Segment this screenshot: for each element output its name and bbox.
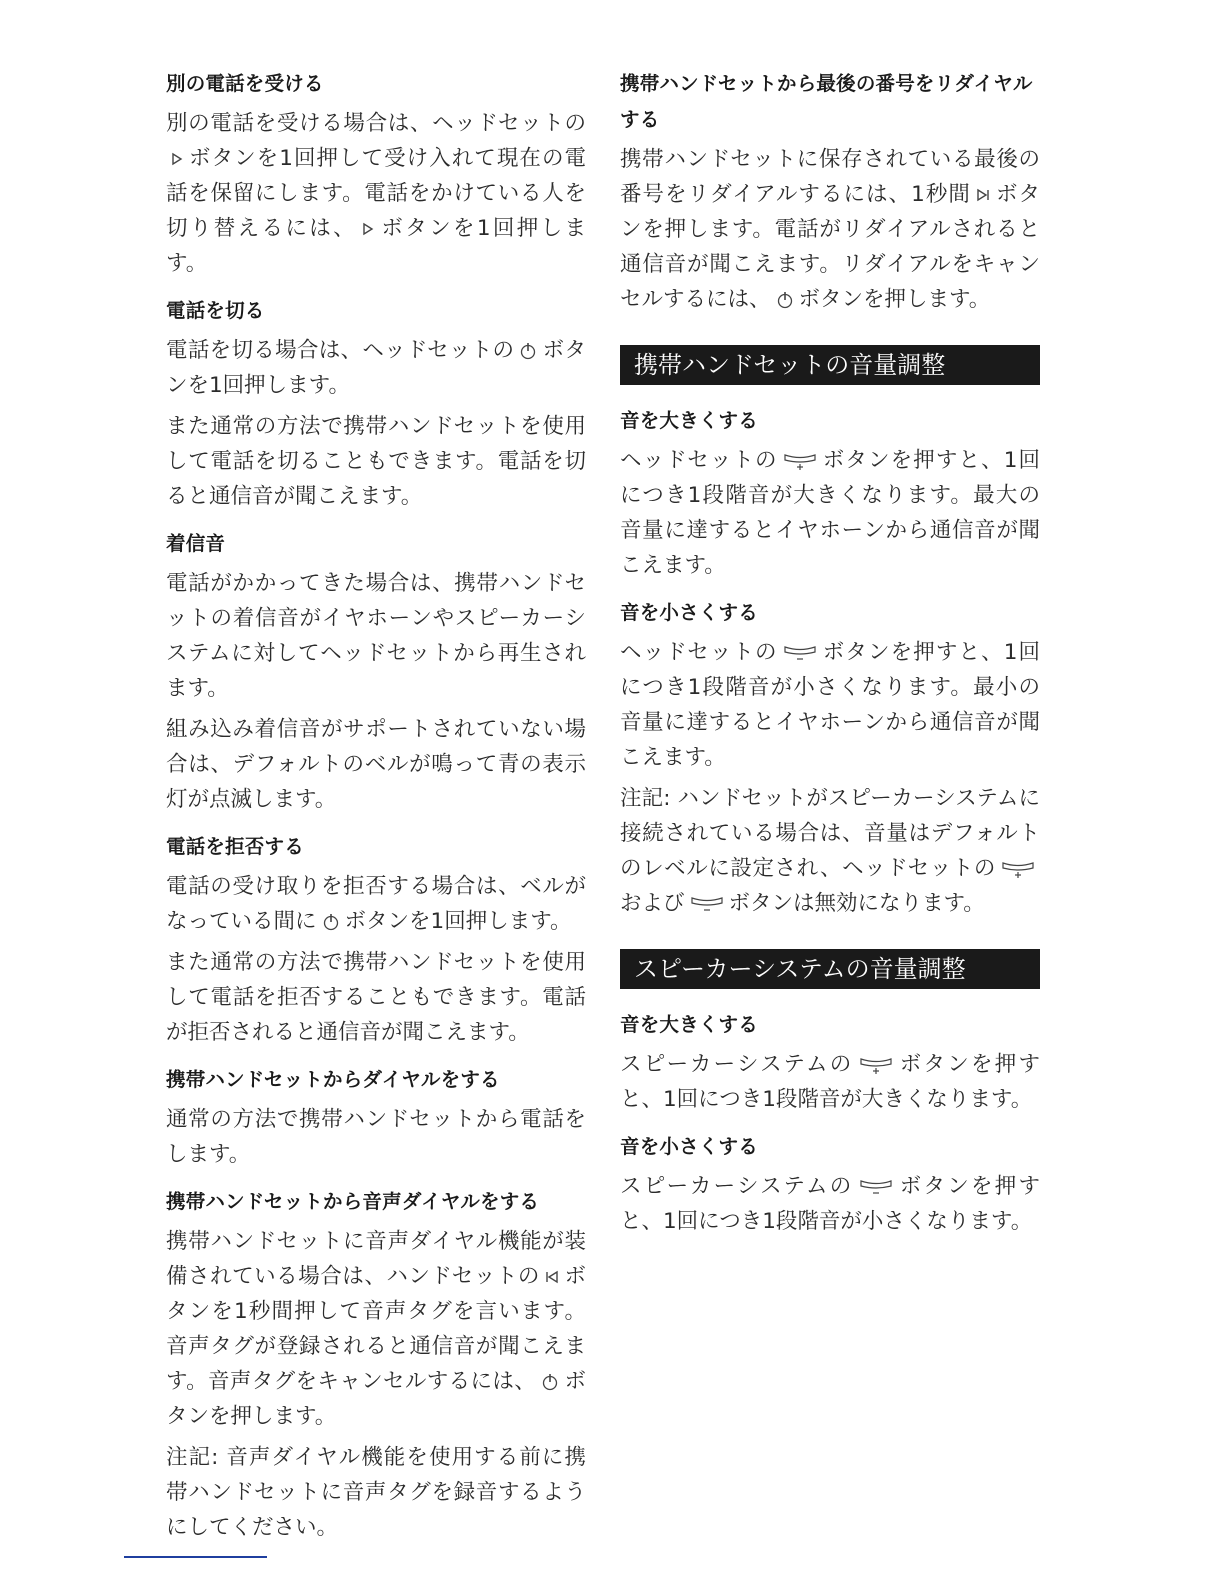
section-heading: 別の電話を受ける (166, 72, 324, 95)
section-dial-from-handset (166, 1062, 586, 1172)
section-heading: 着信音 (166, 532, 226, 555)
section-ringtone (166, 526, 586, 817)
section-heading: 音を大きくする (620, 409, 758, 432)
section-heading: 音を大きくする (620, 1013, 758, 1036)
previous-track-icon (545, 1270, 559, 1284)
power-icon (519, 341, 537, 361)
body-text: 組み込み着信音がサポートされていない場合は、デフォルトのベルが鳴って青の表示灯が点滅します。 (166, 717, 586, 812)
footer-rule (124, 1556, 267, 1558)
power-icon (322, 912, 340, 932)
body-text: 電話がかかってきた場合は、携帯ハンドセットの着信音がイヤホーンやスピーカーシステムに対してヘッドセットから再生されます。 (166, 571, 586, 701)
section-band-handset-volume: 携帯ハンドセットの音量調整 (620, 345, 1040, 385)
body-text: スピーカーシステムの ボタンを押すと、1回につき1段階音が小さくなります。 (620, 1174, 1040, 1234)
volume-down-icon (783, 643, 817, 663)
volume-up-icon (1001, 859, 1035, 879)
section-answer-another-call (166, 66, 586, 281)
body-text: 携帯ハンドセットに保存されている最後の番号をリダイアルするには、1秒間 ボタンを押します。電話がリダイアルされると通信音が聞こえます。リダイアルをキャンセルするには、 ボタンを押します。 (620, 147, 1040, 312)
section-heading: 電話を拒否する (166, 835, 304, 858)
body-text: ヘッドセットの ボタンを押すと、1回につき1段階音が大きくなります。最大の音量に達するとイヤホーンから通信音が聞こえます。 (620, 448, 1041, 578)
section-heading: 音を小さくする (620, 601, 758, 624)
section-heading: 音を小さくする (620, 1135, 758, 1158)
section-speaker-volume-down (620, 1129, 1040, 1239)
section-end-call (166, 293, 586, 514)
section-heading: 携帯ハンドセットから最後の番号をリダイヤルする (620, 72, 1033, 131)
section-volume-up (620, 403, 1040, 583)
left-column (166, 66, 586, 1557)
section-speaker-volume-up (620, 1007, 1040, 1117)
body-text: また通常の方法で携帯ハンドセットを使用して電話を拒否することもできます。電話が拒否されると通信音が聞こえます。 (166, 950, 586, 1045)
volume-down-icon (859, 1177, 893, 1197)
body-text: 別の電話を受ける場合は、ヘッドセットの ボタンを1回押して受け入れて現在の電話を保留にします。電話をかけている人を切り替えるには、 ボタンを1回押します。 (166, 111, 586, 276)
section-heading: 電話を切る (166, 299, 265, 322)
section-redial (620, 66, 1040, 317)
body-text: 電話の受け取りを拒否する場合は、ベルがなっている間に ボタンを1回押します。 (166, 874, 586, 934)
right-column (620, 66, 1040, 1251)
section-band-speaker-volume: スピーカーシステムの音量調整 (620, 949, 1040, 989)
body-text: 通常の方法で携帯ハンドセットから電話をします。 (166, 1107, 586, 1167)
volume-up-icon (783, 451, 817, 471)
section-voice-dial (166, 1184, 586, 1545)
section-reject-call (166, 829, 586, 1050)
next-track-icon (976, 188, 990, 202)
note-text: 注記: 音声ダイヤル機能を使用する前に携帯ハンドセットに音声タグを録音するようにしてください。 (166, 1445, 586, 1540)
power-icon (776, 290, 794, 310)
volume-up-icon (859, 1055, 893, 1075)
play-icon (171, 152, 183, 166)
note-text: 注記: ハンドセットがスピーカーシステムに接続されている場合は、音量はデフォルトのレベルに設定され、ヘッドセットの および ボタンは無効になります。 (620, 786, 1040, 916)
power-icon (541, 1372, 559, 1392)
body-text: ヘッドセットの ボタンを押すと、1回につき1段階音が小さくなります。最小の音量に達するとイヤホーンから通信音が聞こえます。 (620, 640, 1041, 770)
section-volume-down (620, 595, 1040, 921)
body-text: スピーカーシステムの ボタンを押すと、1回につき1段階音が大きくなります。 (620, 1052, 1040, 1112)
section-heading: 携帯ハンドセットから音声ダイヤルをする (166, 1190, 540, 1213)
volume-down-icon (690, 894, 724, 914)
body-text: 携帯ハンドセットに音声ダイヤル機能が装備されている場合は、ハンドセットの ボタンを1秒間押して音声タグを言います。音声タグが登録されると通信音が聞こえます。音声タグをキャンセルするには、 ボタンを押します。 (166, 1229, 586, 1429)
body-text: また通常の方法で携帯ハンドセットを使用して電話を切ることもできます。電話を切ると通信音が聞こえます。 (166, 414, 586, 509)
section-heading: 携帯ハンドセットからダイヤルをする (166, 1068, 500, 1091)
body-text: 電話を切る場合は、ヘッドセットの ボタンを1回押します。 (166, 338, 586, 398)
play-icon (362, 222, 374, 236)
